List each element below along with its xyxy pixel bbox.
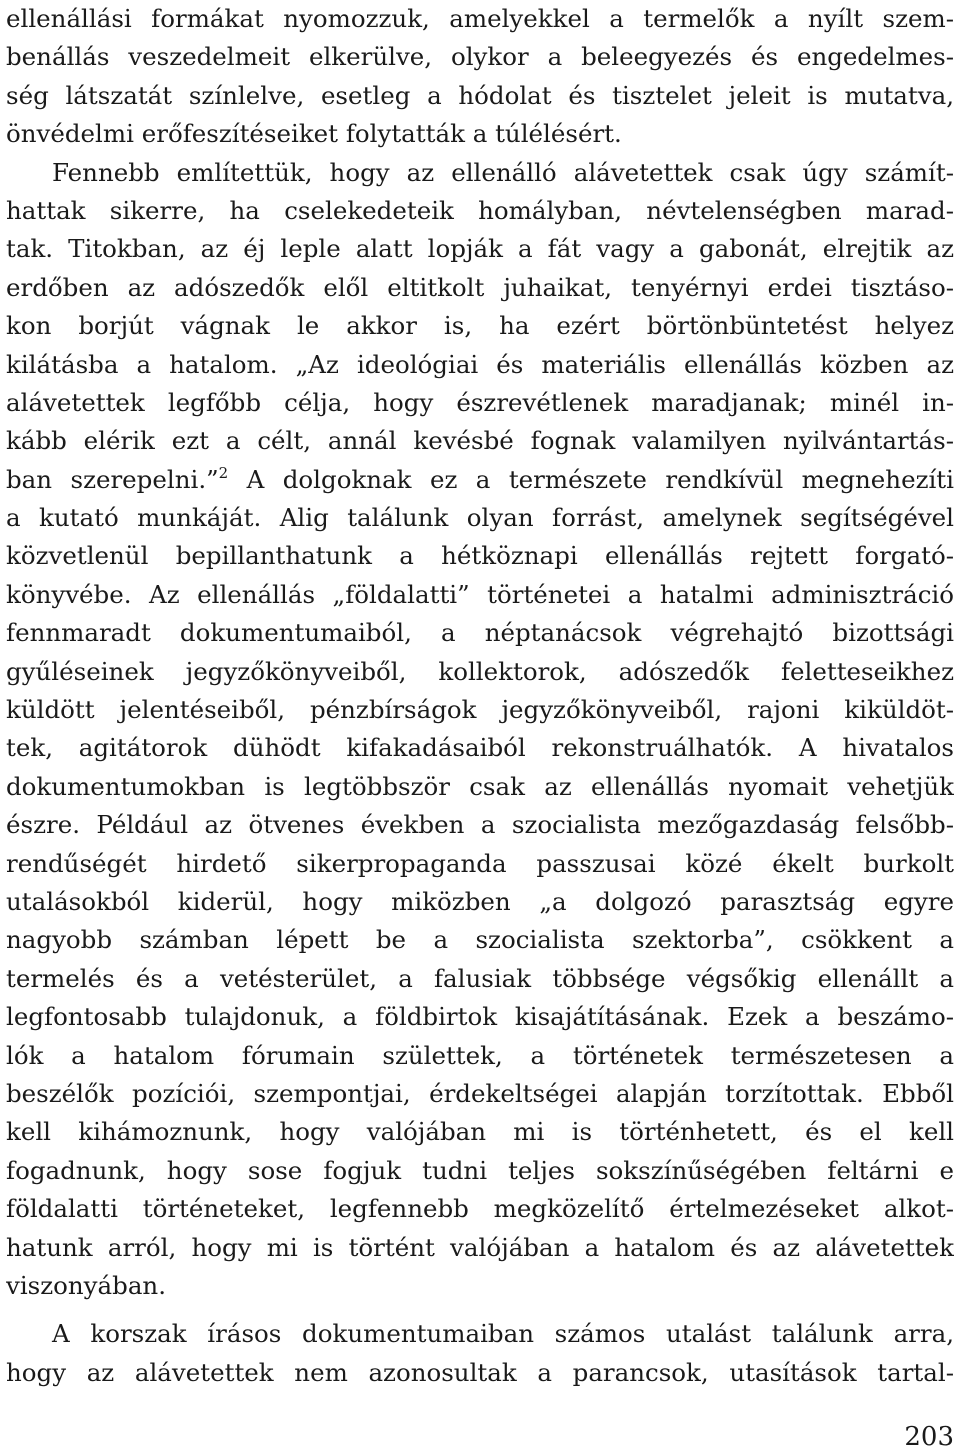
text-line: nagyobb számban lépett be a szocialista szektorba”, csökkent a — [6, 925, 954, 955]
text-line: benállás veszedelmeit elkerülve, olykor a beleegyezés és engedelmes- — [6, 42, 954, 72]
text-line: dokumentumokban is legtöbbször csak az ellenállás nyomait vehetjük — [6, 771, 954, 801]
text-line: rendűségét hirdető sikerpropaganda passzusai közé ékelt burkolt — [6, 848, 954, 878]
text-line: önvédelmi erőfeszítéseiket folytatták a túlélésért. — [6, 119, 622, 149]
text-line: észre. Például az ötvenes években a szocialista mezőgazdaság felsőbb- — [6, 810, 954, 840]
paragraph — [6, 1315, 954, 1392]
text-line: A korszak írásos dokumentumaiban számos utalást találunk arra, — [52, 1319, 954, 1349]
text-line: erdőben az adószedők elől eltitkolt juhaikat, tenyérnyi erdei tisztáso- — [6, 272, 954, 302]
text-line: fogadnunk, hogy sose fogjuk tudni teljes sokszínűségében feltárni e — [6, 1155, 954, 1185]
text-line: gyűléseinek jegyzőkönyveiből, kollektorok, adószedők feletteseikhez — [6, 656, 954, 686]
text-line: fennmaradt dokumentumaiból, a néptanácsok végrehajtó bizottsági — [6, 618, 954, 648]
text-line: a kutató munkáját. Alig találunk olyan forrást, amelynek segítségével — [6, 503, 954, 533]
text-line: Fennebb említettük, hogy az ellenálló alávetettek csak úgy számít- — [52, 157, 954, 187]
text-line: hattak sikerre, ha cselekedeteik homályban, névtelenségben marad- — [6, 195, 954, 225]
text-line: utalásokból kiderül, hogy miközben „a dolgozó parasztság egyre — [6, 886, 954, 916]
text-line: földalatti történeteket, legfennebb megközelítő értelmezéseket alkot- — [6, 1194, 954, 1224]
line-continuation-text: A dolgoknak ez a természete rendkívül megnehezíti — [246, 464, 954, 494]
text-line: hogy az alávetettek nem azonosultak a parancsok, utasítások tartal- — [6, 1357, 954, 1387]
text-line: hatunk arról, hogy mi is történt valójában a hatalom és az alávetettek — [6, 1232, 954, 1262]
text-line: kább elérik ezt a célt, annál kevésbé fognak valamilyen nyilvántartás- — [6, 426, 954, 456]
text-line: termelés és a vetésterület, a falusiak többsége végsőkig ellenállt a — [6, 963, 954, 993]
paragraph — [6, 154, 954, 1306]
text-line: viszonyában. — [6, 1270, 166, 1300]
page-number: 203 — [904, 1422, 954, 1452]
text-line: küldött jelentéseiből, pénzbírságok jegyzőkönyveiből, rajoni kiküldöt- — [6, 695, 954, 725]
paragraph-spacer — [6, 1305, 954, 1315]
text-line: alávetettek legfőbb célja, hogy észrevétlenek maradjanak; minél in- — [6, 387, 954, 417]
text-line: kilátásba a hatalom. „Az ideológiai és materiális ellenállás közben az — [6, 349, 954, 379]
text-line: könyvébe. Az ellenállás „földalatti” történetei a hatalmi adminisztráció — [6, 579, 954, 609]
text-line-with-footnote — [6, 461, 954, 499]
text-line: kon borjút vágnak le akkor is, ha ezért börtönbüntetést helyez — [6, 311, 954, 341]
page-body — [6, 0, 954, 1392]
quote-end-text: ban szerepelni.” — [6, 464, 219, 494]
text-line: ség látszatát színlelve, esetleg a hódolat és tisztelet jeleit is mutatva, — [6, 80, 954, 110]
text-line: közvetlenül bepillanthatunk a hétköznapi ellenállás rejtett forgató- — [6, 541, 954, 571]
text-line: tek, agitátorok dühödt kifakadásaiból rekonstruálhatók. A hivatalos — [6, 733, 954, 763]
paragraph — [6, 0, 954, 154]
text-line: lók a hatalom fórumain születtek, a történetek természetesen a — [6, 1040, 954, 1070]
text-line: beszélők pozíciói, szempontjai, érdekeltségei alapján torzítottak. Ebből — [6, 1078, 954, 1108]
text-line: kell kihámoznunk, hogy valójában mi is történhetett, és el kell — [6, 1117, 954, 1147]
text-line: ellenállási formákat nyomozzuk, amelyekkel a termelők a nyílt szem- — [6, 4, 954, 33]
text-line: legfontosabb tulajdonuk, a földbirtok kisajátításának. Ezek a beszámo- — [6, 1002, 954, 1032]
text-line: tak. Titokban, az éj leple alatt lopják a fát vagy a gabonát, elrejtik az — [6, 234, 954, 264]
footnote-reference[interactable]: 2 — [218, 463, 229, 482]
